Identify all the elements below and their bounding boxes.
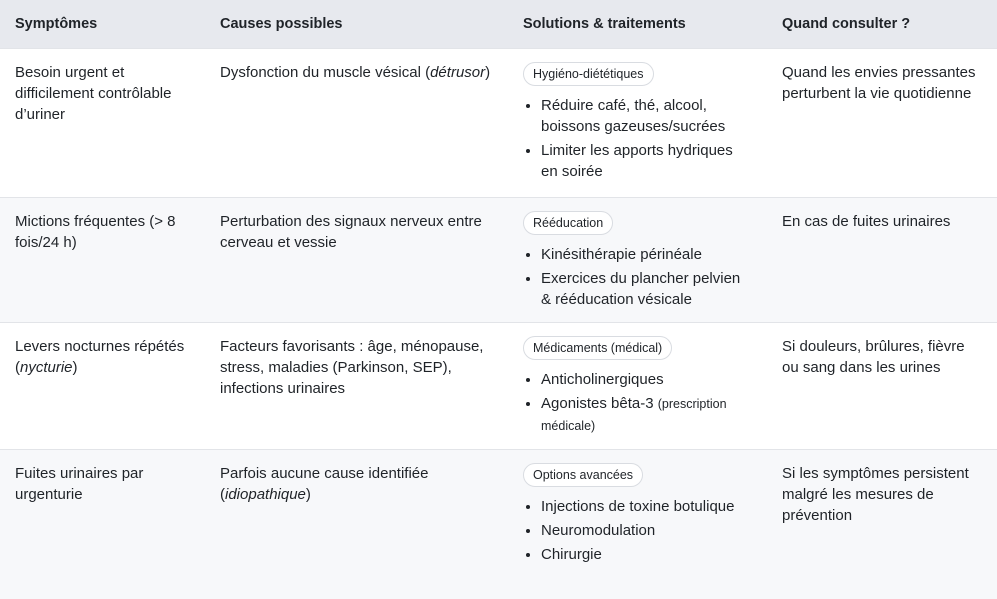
symptom-term: nycturie	[20, 358, 73, 376]
symptom-text-end: )	[72, 358, 78, 376]
list-item	[541, 544, 752, 566]
cause-text: Parfois aucune cause identifiée (	[220, 464, 429, 503]
consult-cell: Quand les envies pressantes perturbent la vie quotidienne	[782, 63, 976, 102]
list-item	[541, 140, 752, 183]
list-item	[541, 496, 752, 518]
cause-text: Facteurs favorisants : âge, ménopause, stress, maladies (Parkinson, SEP), infections urinaires	[220, 337, 484, 397]
list-item	[541, 520, 752, 542]
solution-list	[523, 369, 752, 437]
list-item-text: Kinésithérapie périnéale	[541, 245, 702, 263]
solution-category-badge: Options avancées	[523, 463, 643, 487]
cause-cell	[205, 48, 508, 197]
solution-list	[523, 496, 752, 566]
header-consulter: Quand consulter ?	[782, 15, 911, 32]
symptom-text: Levers nocturnes répétés (	[15, 337, 185, 376]
list-item	[541, 95, 752, 138]
solution-cell	[508, 449, 767, 599]
list-item-text: Agonistes bêta-3	[541, 394, 658, 412]
list-item-text: Injections de toxine botulique	[541, 497, 735, 515]
solution-list	[523, 244, 752, 311]
cause-cell	[205, 322, 508, 449]
list-item-text: Neuromodulation	[541, 521, 656, 539]
symptom-cell	[0, 48, 205, 197]
symptom-cell	[0, 449, 205, 599]
consult-cell: Si douleurs, brûlures, fièvre ou sang dans les urines	[782, 337, 965, 376]
list-item-text: Anticholinergiques	[541, 370, 664, 388]
list-item-text: Limiter les apports hydriques en soirée	[541, 141, 733, 180]
list-item-text: Exercices du plancher pelvien & rééducation vésicale	[541, 269, 741, 308]
list-item	[541, 268, 752, 311]
solution-category-badge: Rééducation	[523, 211, 613, 235]
solution-list	[523, 95, 752, 183]
solution-category-badge: Médicaments (médical)	[523, 336, 672, 360]
cause-cell	[205, 449, 508, 599]
table-row	[0, 197, 997, 322]
symptom-text: Besoin urgent et difficilement contrôlable d’uriner	[15, 63, 172, 123]
solution-cell	[508, 322, 767, 449]
header-symptomes: Symptômes	[15, 15, 98, 32]
cause-term: détrusor	[430, 63, 486, 81]
symptom-cell	[0, 322, 205, 449]
consult-cell: En cas de fuites urinaires	[782, 212, 951, 230]
cause-cell	[205, 197, 508, 322]
solution-cell	[508, 48, 767, 197]
list-item	[541, 393, 752, 437]
list-item	[541, 244, 752, 266]
cause-text: Perturbation des signaux nerveux entre cerveau et vessie	[220, 212, 482, 251]
cause-text-end: )	[305, 485, 311, 503]
symptom-text: Fuites urinaires par urgenturie	[15, 464, 144, 503]
list-item-text: Chirurgie	[541, 545, 602, 563]
consult-cell: Si les symptômes persistent malgré les mesures de prévention	[782, 464, 969, 524]
solution-cell	[508, 197, 767, 322]
cause-text: Dysfonction du muscle vésical (	[220, 63, 431, 81]
cause-text-end: )	[485, 63, 491, 81]
solution-category-badge: Hygiéno-diététiques	[523, 62, 654, 86]
list-item	[541, 369, 752, 391]
header-solutions: Solutions & traitements	[523, 15, 686, 32]
table-row	[0, 322, 997, 449]
symptom-cell	[0, 197, 205, 322]
table-row	[0, 449, 997, 599]
table-row	[0, 48, 997, 197]
header-causes: Causes possibles	[220, 15, 343, 32]
cause-term: idiopathique	[225, 485, 306, 503]
table-header-row	[0, 0, 997, 48]
symptom-text: Mictions fréquentes (> 8 fois/24 h)	[15, 212, 176, 251]
list-item-note: (prescription médicale)	[541, 396, 727, 433]
list-item-text: Réduire café, thé, alcool, boissons gazeuses/sucrées	[541, 96, 726, 135]
